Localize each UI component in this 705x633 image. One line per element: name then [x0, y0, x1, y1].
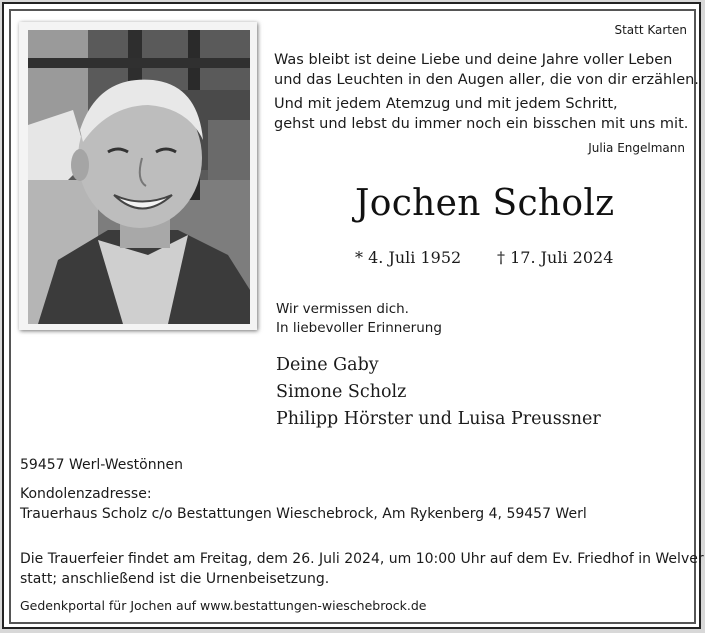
poem — [274, 50, 699, 134]
statt-karten-note: Statt Karten — [614, 23, 687, 37]
family-address: 59457 Werl-Westönnen — [20, 457, 183, 473]
farewell-line: In liebevoller Erinnerung — [276, 320, 442, 336]
family-member: Simone Scholz — [276, 382, 407, 402]
poem-line: gehst und lebst du immer noch ein bisschen mit uns mit. — [274, 116, 689, 132]
portrait-photo — [28, 30, 250, 324]
portrait-photo-frame — [19, 22, 257, 330]
birth-date: * 4. Juli 1952 — [355, 248, 462, 267]
farewell-text — [276, 300, 442, 338]
memorial-portal-link[interactable]: Gedenkportal für Jochen auf www.bestattungen-wieschebrock.de — [20, 598, 427, 613]
condolence-address: Trauerhaus Scholz c/o Bestattungen Wieschebrock, Am Rykenberg 4, 59457 Werl — [20, 506, 587, 522]
death-date: † 17. Juli 2024 — [497, 248, 614, 267]
family-member: Deine Gaby — [276, 355, 379, 375]
family-signatures — [276, 352, 601, 433]
poem-line: Was bleibt ist deine Liebe und deine Jahre voller Leben — [274, 52, 673, 68]
deceased-name: Jochen Scholz — [355, 183, 615, 224]
funeral-info — [20, 549, 704, 589]
funeral-line: statt; anschließend ist die Urnenbeisetzung. — [20, 571, 330, 587]
farewell-line: Wir vermissen dich. — [276, 301, 409, 317]
poem-line: Und mit jedem Atemzug und mit jedem Schritt, — [274, 96, 618, 112]
family-member: Philipp Hörster und Luisa Preussner — [276, 409, 601, 429]
condolence-label: Kondolenzadresse: — [20, 486, 152, 502]
poem-author: Julia Engelmann — [588, 141, 685, 155]
poem-line: und das Leuchten in den Augen aller, die von dir erzählen. — [274, 72, 699, 88]
condolence-block — [20, 484, 587, 524]
funeral-line: Die Trauerfeier findet am Freitag, dem 26. Juli 2024, um 10:00 Uhr auf dem Ev. Friedhof in Welver — [20, 551, 704, 567]
